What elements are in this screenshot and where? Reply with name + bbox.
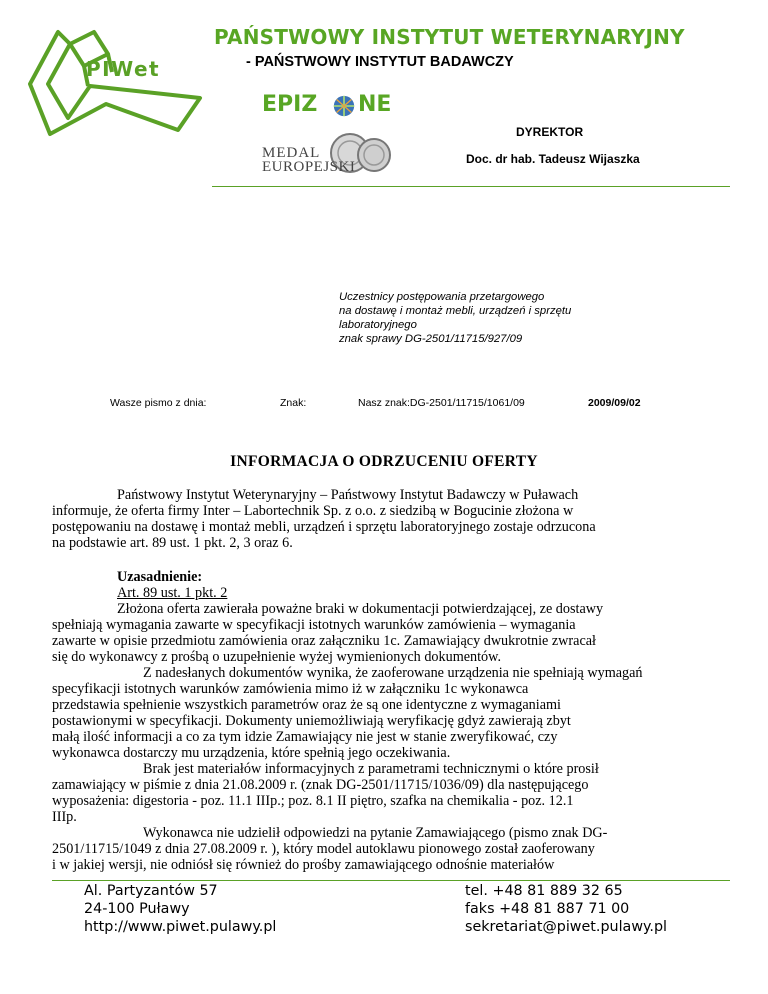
medal-europejski-logo (262, 133, 392, 179)
header-divider (212, 186, 730, 187)
text-line: na podstawie art. 89 ust. 1 pkt. 2, 3 oraz 6. (52, 535, 293, 551)
article-reference: Art. 89 ust. 1 pkt. 2 (117, 585, 228, 601)
piwet-logo (28, 22, 208, 152)
text-line: zawarte w opisie przedmiotu zamówienia oraz załączniku 1c. Zamawiający dwukrotnie zwracał (52, 633, 596, 649)
text-line: zamawiający w piśmie z dnia 21.08.2009 r. (znak DG-2501/11715/1036/09) dla następującego (52, 777, 589, 793)
footer-contact (465, 882, 667, 936)
text-line: spełniają wymagania zawarte w specyfikacji istotnych warunków zamówienia – wymagania (52, 617, 576, 633)
text-line: postępowaniu na dostawę i montaż mebli, urządzeń i sprzętu laboratoryjnego zostaje odrzucona (52, 519, 596, 535)
logo-text: PIWet (86, 57, 161, 81)
text-line: Wykonawca nie udzielił odpowiedzi na pytanie Zamawiającego (pismo znak DG- (143, 825, 608, 841)
addressee-block (339, 290, 639, 346)
text-line: Państwowy Instytut Weterynaryjny – Państwowy Instytut Badawczy w Puławach (117, 487, 579, 503)
text-line: IIIp. (52, 809, 77, 825)
text-line: się do wykonawcy z prośbą o uzupełnienie wyżej wymienionych dokumentów. (52, 649, 502, 665)
justification-section (52, 569, 643, 873)
medal-text-line2: EUROPEJSKI (262, 159, 356, 175)
text-line: Złożona oferta zawierała poważne braki w dokumentacji potwierdzającej, ze dostawy (117, 601, 604, 617)
text-line: Brak jest materiałów informacyjnych z parametrami technicznymi o które prosił (143, 761, 599, 777)
addressee-line: Uczestnicy postępowania przetargowego (339, 291, 545, 303)
addressee-line: na dostawę i montaż mebli, urządzeń i sprzętu (339, 305, 572, 317)
text-line: specyfikacji istotnych warunków zamówienia mimo iż w załączniku 1c wykonawca (52, 681, 529, 697)
footer-city: 24-100 Puławy (84, 901, 190, 917)
director-title: DYREKTOR (516, 125, 584, 139)
addressee-line: znak sprawy DG-2501/11715/927/09 (339, 333, 523, 345)
document-date: 2009/09/02 (588, 397, 641, 409)
justification-label: Uzasadnienie: (117, 569, 203, 585)
footer-website-link[interactable]: http://www.piwet.pulawy.pl (84, 919, 277, 935)
text-line: Z nadesłanych dokumentów wynika, że zaoferowane urządzenia nie spełniają wymagań (143, 665, 643, 681)
globe-icon (332, 94, 356, 118)
our-sign: Nasz znak:DG-2501/11715/1061/09 (358, 397, 525, 409)
institute-name: PAŃSTWOWY INSTYTUT WETERYNARYJNY (214, 25, 685, 49)
footer-phone: tel. +48 81 889 32 65 (465, 883, 623, 899)
text-line: i w jakiej wersji, nie odniósł się również do prośby zamawiającego odnośnie materiałów (52, 857, 555, 873)
document-heading: INFORMACJA O ODRZUCENIU OFERTY (230, 453, 538, 470)
footer-divider (52, 880, 730, 881)
text-line: informuje, że oferta firmy Inter – Labortechnik Sp. z o.o. z siedzibą w Bogucinie złożona w (52, 503, 574, 519)
footer-email-link[interactable]: sekretariat@piwet.pulawy.pl (465, 919, 668, 935)
text-line: 2501/11715/1049 z dnia 27.08.2009 r. ), który model autoklawu pionowego został zaoferowany (52, 841, 595, 857)
institute-subtitle: - PAŃSTWOWY INSTYTUT BADAWCZY (246, 54, 514, 70)
footer-street: Al. Partyzantów 57 (84, 883, 218, 899)
addressee-line: laboratoryjnego (339, 319, 417, 331)
epizone-text-left: EPIZ (262, 92, 318, 117)
text-line: postawionymi w specyfikacji. Dokumenty uniemożliwiają weryfikację gdyż zawierają zbyt (52, 713, 571, 729)
medal-text-line1: MEDAL (262, 145, 321, 161)
text-line: przedstawia spełnienie wszystkich parametrów oraz że są one identyczne z wymaganiami (52, 697, 561, 713)
text-line: wykonawca dostarczy mu urządzenia, które spełnią jego oczekiwania. (52, 745, 451, 761)
footer-fax: faks +48 81 887 71 00 (465, 901, 630, 917)
epizone-logo (262, 92, 392, 122)
your-letter-label: Wasze pismo z dnia: (110, 397, 207, 409)
intro-paragraph (52, 487, 596, 551)
footer-address (84, 882, 276, 936)
epizone-text-right: NE (358, 92, 392, 117)
text-line: wyposażenia: digestoria - poz. 11.1 IIIp.; poz. 8.1 II piętro, szafka na chemikalia - poz. 12.1 (52, 793, 574, 809)
text-line: małą ilość informacji a co za tym idzie Zamawiający nie jest w stanie zweryfikować, czy (52, 729, 558, 745)
director-name: Doc. dr hab. Tadeusz Wijaszka (466, 152, 640, 166)
sign-label: Znak: (280, 397, 307, 409)
